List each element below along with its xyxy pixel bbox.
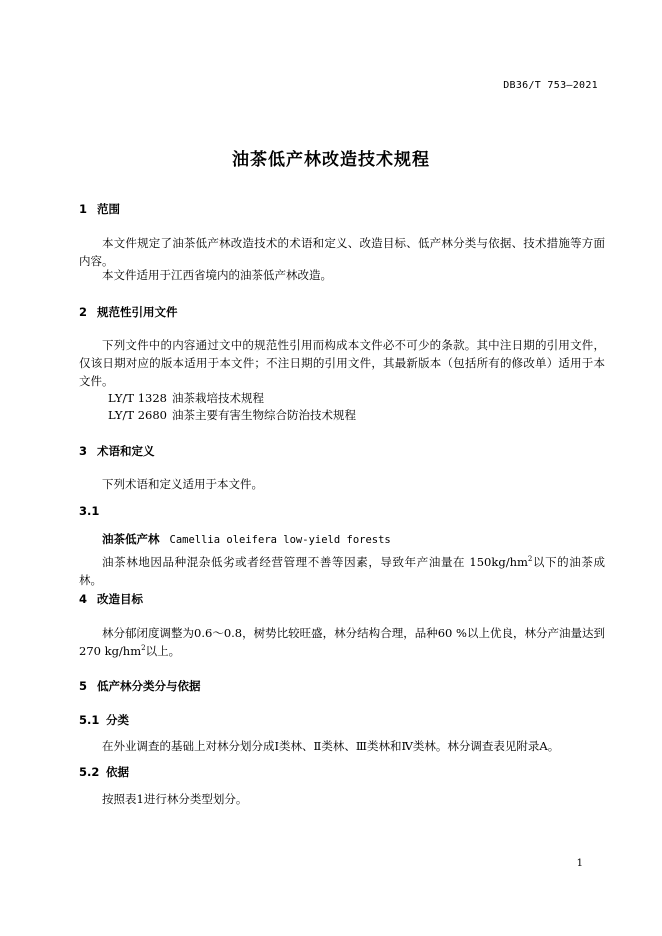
section-1-paragraph-1: 本文件规定了油茶低产林改造技术的术语和定义、改造目标、低产林分类与依据、技术措施等方面内容。 [79,236,605,268]
subsection-5-1-heading [79,712,129,728]
subsection-title: 依据 [106,765,129,779]
section-number: 5 [79,679,88,693]
section-3-paragraph-1: 下列术语和定义适用于本文件。 [102,477,263,491]
section-title: 规范性引用文件 [97,305,178,319]
term-number: 3.1 [79,504,100,518]
subsection-5-2-heading [79,764,129,780]
reference-title: 油茶主要有害生物综合防治技术规程 [172,408,356,422]
term-chinese: 油茶低产林 [102,532,160,546]
definition-text: 油茶林地因品种混杂低劣或者经营管理不善等因素，导致年产油量在 150kg/hm [102,555,528,569]
section-1-paragraph-2: 本文件适用于江西省境内的油茶低产林改造。 [102,268,332,282]
reference-item [108,406,356,424]
subsection-title: 分类 [106,713,129,727]
subsection-number: 5.1 [79,713,100,727]
page-title: 油茶低产林改造技术规程 [232,150,430,170]
paragraph-text-end: 以上。 [145,644,181,658]
section-2-heading [79,304,178,320]
reference-code: LY/T 2680 [108,408,167,422]
superscript: 2 [527,555,533,564]
section-1-heading [79,201,120,217]
section-4-heading [79,591,143,607]
subsection-5-2-paragraph: 按照表1进行林分类型划分。 [102,792,248,806]
section-4-paragraph-1 [79,624,605,660]
subsection-number: 5.2 [79,765,100,779]
section-number: 2 [79,305,88,319]
reference-title: 油茶栽培技术规程 [172,391,264,405]
term-english: Camellia oleifera low-yield forests [169,534,391,546]
document-code: DB36/T 753—2021 [503,80,598,91]
subsection-5-1-paragraph: 在外业调查的基础上对林分划分成Ⅰ类林、Ⅱ类林、Ⅲ类林和Ⅳ类林。林分调查表见附录A。 [102,739,560,753]
section-2-paragraph-1: 下列文件中的内容通过文中的规范性引用而构成本文件必不可少的条款。其中注日期的引用文件，仅该日期对应的版本适用于本文件；不注日期的引用文件，其最新版本（包括所有的修改单）适用于本文件。 [79,338,605,388]
reference-code: LY/T 1328 [108,391,167,405]
definition-text-end: 以下的油茶成林。 [79,555,605,587]
section-title: 术语和定义 [97,444,155,458]
page-number: 1 [576,858,583,869]
section-number: 1 [79,202,88,216]
section-number: 4 [79,592,88,606]
term-entry [102,528,391,547]
section-number: 3 [79,444,88,458]
section-title: 改造目标 [97,592,143,606]
section-3-heading [79,443,155,459]
section-title: 范围 [97,202,120,216]
section-title: 低产林分类分与依据 [97,679,201,693]
superscript: 2 [141,644,146,653]
section-5-heading [79,678,201,694]
term-definition [79,553,605,589]
paragraph-text: 林分郁闭度调整为0.6～0.8，树势比较旺盛，林分结构合理，品种60 %以上优良，林分产油量达到270 kg/hm [79,626,605,658]
reference-item [108,389,264,407]
